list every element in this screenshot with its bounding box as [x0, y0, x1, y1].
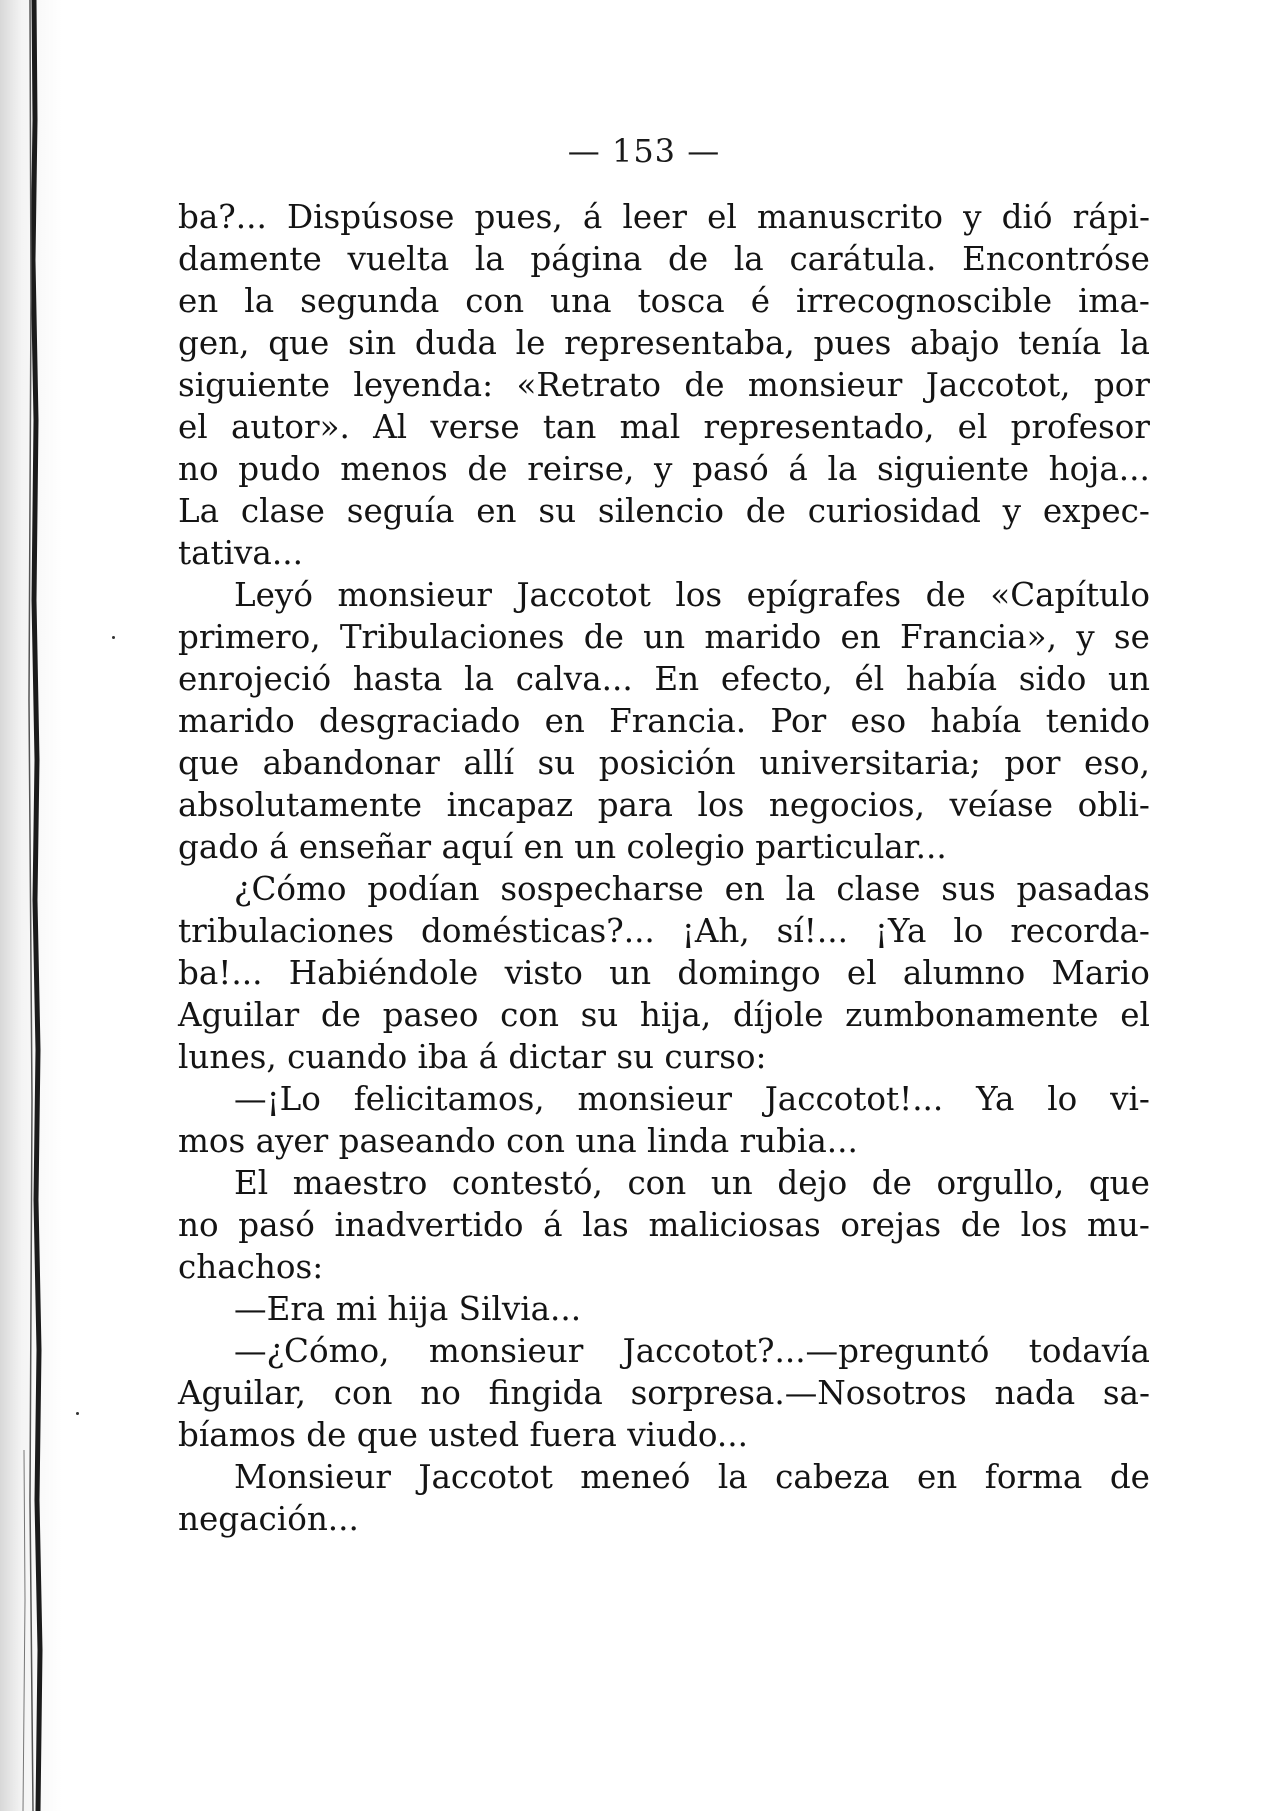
text-line: bíamos de que usted fuera viudo...: [178, 1416, 748, 1454]
text-line: —Era mi hija Silvia...: [234, 1290, 582, 1328]
ink-speck: [112, 636, 115, 639]
text-line: marido desgraciado en Francia. Por eso había tenido: [178, 702, 1150, 740]
text-line: El maestro contestó, con un dejo de orgullo, que: [234, 1164, 1150, 1202]
text-line: Monsieur Jaccotot meneó la cabeza en forma de: [234, 1458, 1150, 1496]
text-line: ¿Cómo podían sospecharse en la clase sus pasadas: [234, 870, 1150, 908]
text-line: el autor». Al verse tan mal representado, el profesor: [178, 408, 1150, 446]
text-line: Aguilar de paseo con su hija, díjole zumbonamente el: [178, 996, 1150, 1034]
text-line: lunes, cuando iba á dictar su curso:: [178, 1038, 767, 1076]
text-line: que abandonar allí su posición universitaria; por eso,: [178, 744, 1150, 782]
text-line: La clase seguía en su silencio de curiosidad y expec-: [178, 492, 1150, 530]
text-line: mos ayer paseando con una linda rubia...: [178, 1122, 858, 1160]
binding-edge: [0, 0, 62, 1811]
text-line: no pasó inadvertido á las maliciosas orejas de los mu-: [178, 1206, 1150, 1244]
text-line: chachos:: [178, 1248, 324, 1286]
text-line: Leyó monsieur Jaccotot los epígrafes de «Capítulo: [234, 576, 1150, 614]
text-line: ba?... Dispúsose pues, á leer el manuscrito y dió rápi-: [178, 198, 1150, 236]
text-line: tribulaciones domésticas?... ¡Ah, sí!... ¡Ya lo recorda-: [178, 912, 1150, 950]
text-line: tativa...: [178, 534, 303, 572]
text-line: gado á enseñar aquí en un colegio particular...: [178, 828, 947, 866]
text-line: absolutamente incapaz para los negocios, veíase obli-: [178, 786, 1150, 824]
text-line: Aguilar, con no fingida sorpresa.—Nosotros nada sa-: [178, 1374, 1150, 1412]
body-text: [178, 196, 1150, 1540]
text-line: gen, que sin duda le representaba, pues abajo tenía la: [178, 324, 1150, 362]
text-line: en la segunda con una tosca é irrecognoscible ima-: [178, 282, 1150, 320]
ink-speck: [76, 1412, 79, 1415]
text-line: siguiente leyenda: «Retrato de monsieur Jaccotot, por: [178, 366, 1150, 404]
text-line: no pudo menos de reirse, y pasó á la siguiente hoja...: [178, 450, 1150, 488]
text-line: primero, Tribulaciones de un marido en Francia», y se: [178, 618, 1150, 656]
text-line: negación...: [178, 1500, 359, 1538]
text-line: enrojeció hasta la calva... En efecto, él había sido un: [178, 660, 1150, 698]
text-line: ba!... Habiéndole visto un domingo el alumno Mario: [178, 954, 1150, 992]
text-line: damente vuelta la página de la carátula. Encontróse: [178, 240, 1150, 278]
text-line: —¿Cómo, monsieur Jaccotot?...—preguntó todavía: [234, 1332, 1150, 1370]
page-number: — 153 —: [567, 132, 721, 170]
text-line: —¡Lo felicitamos, monsieur Jaccotot!... Ya lo vi-: [234, 1080, 1150, 1118]
